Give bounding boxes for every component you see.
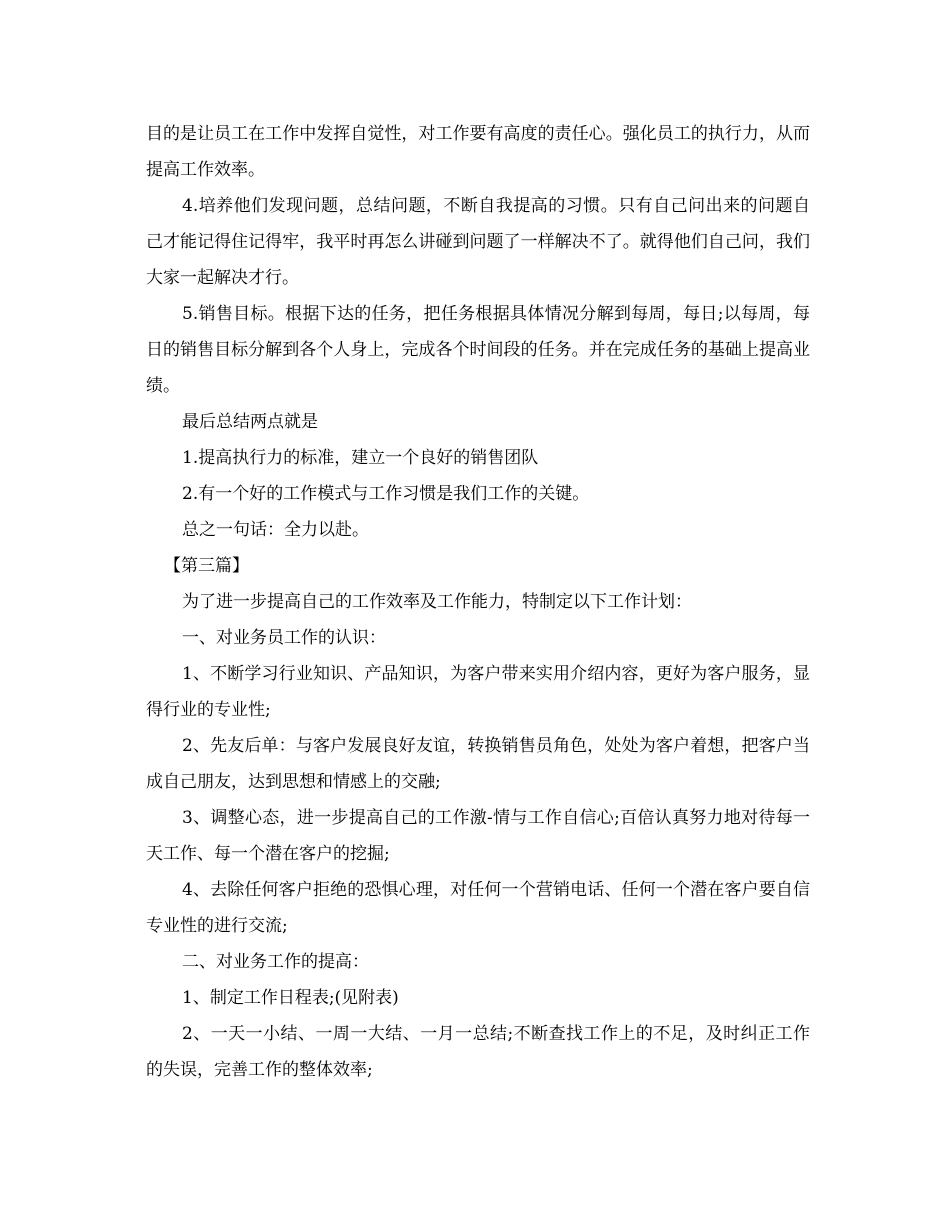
paragraph-5: 1.提高执行力的标准，建立一个良好的销售团队 — [182, 448, 539, 468]
paragraph-16: 1、制定工作日程表;(见附表) — [182, 988, 399, 1008]
paragraph-14: 4、去除任何客户拒绝的恐惧心理，对任何一个营销电话、任何一个潜在客户要自信专业性的进行交流; — [146, 880, 810, 936]
paragraph-11: 1、不断学习行业知识、产品知识，为客户带来实用介绍内容，更好为客户服务，显得行业的专业性; — [146, 664, 810, 720]
paragraph-10: 一、对业务员工作的认识： — [182, 628, 386, 648]
paragraph-17: 2、一天一小结、一周一大结、一月一总结;不断查找工作上的不足，及时纠正工作的失误，完善工作的整体效率; — [146, 1024, 810, 1080]
paragraph-9: 为了进一步提高自己的工作效率及工作能力，特制定以下工作计划： — [182, 592, 692, 612]
paragraph-15: 二、对业务工作的提高： — [182, 952, 369, 972]
paragraph-3: 5.销售目标。根据下达的任务，把任务根据具体情况分解到每周，每日;以每周，每日的销售目标分解到各个人身上，完成各个时间段的任务。并在完成任务的基础上提高业绩。 — [146, 304, 810, 396]
paragraph-13: 3、调整心态，进一步提高自己的工作激-情与工作自信心;百倍认真努力地对待每一天工作、每一个潜在客户的挖掘; — [146, 808, 810, 864]
paragraph-4: 最后总结两点就是 — [182, 412, 318, 432]
paragraph-6: 2.有一个好的工作模式与工作习惯是我们工作的关键。 — [182, 484, 590, 504]
paragraph-12: 2、先友后单：与客户发展良好友谊，转换销售员角色，处处为客户着想，把客户当成自己朋友，达到思想和情感上的交融; — [146, 736, 810, 792]
paragraph-1: 目的是让员工在工作中发挥自觉性，对工作要有高度的责任心。强化员工的执行力，从而提高工作效率。 — [146, 124, 810, 180]
paragraph-7: 总之一句话：全力以赴。 — [182, 520, 369, 540]
paragraph-2: 4.培养他们发现问题，总结问题，不断自我提高的习惯。只有自己问出来的问题自己才能记得住记得牢，我平时再怎么讲碰到问题了一样解决不了。就得他们自己问，我们大家一起解决才行。 — [146, 196, 810, 288]
section-heading: 【第三篇】 — [164, 556, 249, 576]
document-body — [146, 116, 810, 1088]
